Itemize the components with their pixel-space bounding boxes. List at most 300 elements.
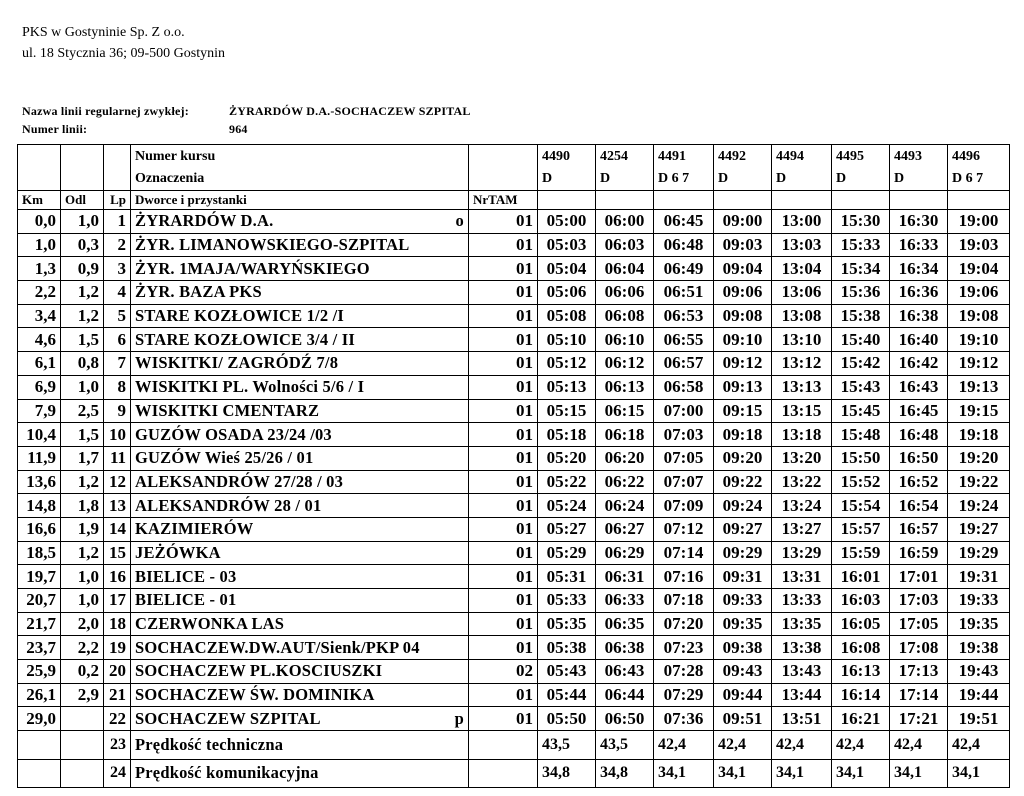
- stop-row: [18, 210, 1010, 234]
- departure-time: 13:12: [772, 352, 832, 376]
- departure-time: 19:12: [948, 352, 1010, 376]
- course-mark: D: [772, 168, 832, 191]
- summary-value: 34,1: [714, 759, 772, 788]
- summary-row: [18, 731, 1010, 760]
- departure-time: 16:59: [890, 541, 948, 565]
- stop-name: STARE KOZŁOWICE 1/2 /I: [135, 306, 345, 326]
- stop-name-cell: [131, 210, 469, 234]
- departure-time: 15:50: [832, 446, 890, 470]
- departure-time: 05:50: [538, 707, 596, 731]
- departure-time: 06:31: [596, 565, 654, 589]
- departure-time: 09:31: [714, 565, 772, 589]
- departure-time: 06:27: [596, 517, 654, 541]
- departure-time: 19:31: [948, 565, 1010, 589]
- course-number-label: Numer kursu: [131, 145, 469, 169]
- departure-time: 06:49: [654, 257, 714, 281]
- stop-odl: 1,7: [61, 446, 104, 470]
- stop-row: [18, 470, 1010, 494]
- line-number-value: 964: [229, 122, 248, 136]
- stop-row: [18, 257, 1010, 281]
- departure-time: 09:13: [714, 375, 772, 399]
- departure-time: 16:42: [890, 352, 948, 376]
- departure-time: 07:12: [654, 517, 714, 541]
- stop-odl: 1,0: [61, 210, 104, 234]
- departure-time: 17:05: [890, 612, 948, 636]
- company-name: PKS w Gostyninie Sp. Z o.o.: [22, 25, 185, 40]
- stop-row: [18, 660, 1010, 684]
- departure-time: 06:57: [654, 352, 714, 376]
- departure-time: 05:27: [538, 517, 596, 541]
- stop-odl: 0,8: [61, 352, 104, 376]
- departure-time: 13:20: [772, 446, 832, 470]
- stop-nrtam: 02: [469, 660, 538, 684]
- stop-name-cell: [131, 707, 469, 731]
- stop-lp: 6: [104, 328, 131, 352]
- summary-lp: 23: [104, 731, 131, 760]
- departure-time: 06:38: [596, 636, 654, 660]
- departure-time: 05:18: [538, 423, 596, 447]
- departure-time: 07:20: [654, 612, 714, 636]
- course-marks-row: [18, 168, 1010, 191]
- stop-mark: o: [455, 211, 464, 231]
- stop-row: [18, 304, 1010, 328]
- departure-time: 09:24: [714, 494, 772, 518]
- course-mark: D: [832, 168, 890, 191]
- course-number: 4496: [948, 145, 1010, 169]
- stop-name: CZERWONKA LAS: [135, 614, 285, 634]
- departure-time: 16:21: [832, 707, 890, 731]
- departure-time: 09:43: [714, 660, 772, 684]
- departure-time: 15:52: [832, 470, 890, 494]
- stop-nrtam: 01: [469, 210, 538, 234]
- stop-row: [18, 565, 1010, 589]
- stop-nrtam: 01: [469, 589, 538, 613]
- stop-nrtam: 01: [469, 399, 538, 423]
- departure-time: 09:08: [714, 304, 772, 328]
- departure-time: 05:29: [538, 541, 596, 565]
- summary-value: 43,5: [538, 731, 596, 760]
- departure-time: 09:38: [714, 636, 772, 660]
- stop-row: [18, 494, 1010, 518]
- departure-time: 06:20: [596, 446, 654, 470]
- stop-km: 14,8: [18, 494, 61, 518]
- summary-value: 34,1: [654, 759, 714, 788]
- departure-time: 19:04: [948, 257, 1010, 281]
- summary-value: 42,4: [654, 731, 714, 760]
- stop-name: KAZIMIERÓW: [135, 519, 254, 539]
- departure-time: 16:13: [832, 660, 890, 684]
- stop-odl: 1,5: [61, 328, 104, 352]
- stop-nrtam: 01: [469, 707, 538, 731]
- departure-time: 09:12: [714, 352, 772, 376]
- stop-name: JEŻÓWKA: [135, 542, 221, 562]
- departure-time: 16:48: [890, 423, 948, 447]
- stop-km: 11,9: [18, 446, 61, 470]
- stop-row: [18, 541, 1010, 565]
- stop-row: [18, 281, 1010, 305]
- departure-time: 19:33: [948, 589, 1010, 613]
- departure-time: 15:42: [832, 352, 890, 376]
- stop-row: [18, 589, 1010, 613]
- summary-empty: [18, 731, 61, 760]
- departure-time: 06:10: [596, 328, 654, 352]
- departure-time: 05:43: [538, 660, 596, 684]
- stop-lp: 18: [104, 612, 131, 636]
- stop-km: 16,6: [18, 517, 61, 541]
- stop-km: 6,1: [18, 352, 61, 376]
- departure-time: 07:18: [654, 589, 714, 613]
- stop-name-cell: [131, 281, 469, 305]
- stop-lp: 11: [104, 446, 131, 470]
- summary-value: 34,1: [948, 759, 1010, 788]
- departure-time: 05:38: [538, 636, 596, 660]
- departure-time: 06:12: [596, 352, 654, 376]
- departure-time: 13:18: [772, 423, 832, 447]
- line-info: [22, 102, 471, 138]
- summary-value: 42,4: [948, 731, 1010, 760]
- stop-nrtam: 01: [469, 352, 538, 376]
- departure-time: 15:43: [832, 375, 890, 399]
- stop-nrtam: 01: [469, 541, 538, 565]
- stop-nrtam: 01: [469, 233, 538, 257]
- departure-time: 13:15: [772, 399, 832, 423]
- stop-odl: 2,0: [61, 612, 104, 636]
- stop-km: 20,7: [18, 589, 61, 613]
- departure-time: 05:20: [538, 446, 596, 470]
- stop-lp: 14: [104, 517, 131, 541]
- stop-name-cell: [131, 352, 469, 376]
- stop-lp: 17: [104, 589, 131, 613]
- departure-time: 07:07: [654, 470, 714, 494]
- departure-time: 05:35: [538, 612, 596, 636]
- stop-km: 1,3: [18, 257, 61, 281]
- departure-time: 06:55: [654, 328, 714, 352]
- departure-time: 19:10: [948, 328, 1010, 352]
- stop-km: 21,7: [18, 612, 61, 636]
- departure-time: 16:38: [890, 304, 948, 328]
- departure-time: 13:43: [772, 660, 832, 684]
- summary-empty: [61, 759, 104, 788]
- departure-time: 16:50: [890, 446, 948, 470]
- departure-time: 19:29: [948, 541, 1010, 565]
- departure-time: 15:36: [832, 281, 890, 305]
- departure-time: 05:15: [538, 399, 596, 423]
- departure-time: 19:13: [948, 375, 1010, 399]
- departure-time: 05:44: [538, 683, 596, 707]
- stop-km: 3,4: [18, 304, 61, 328]
- departure-time: 17:08: [890, 636, 948, 660]
- departure-time: 05:06: [538, 281, 596, 305]
- stop-km: 7,9: [18, 399, 61, 423]
- stop-name: BIELICE - 03: [135, 566, 237, 586]
- stop-nrtam: 01: [469, 565, 538, 589]
- stop-name-cell: [131, 399, 469, 423]
- departure-time: 09:29: [714, 541, 772, 565]
- summary-label: Prędkość techniczna: [131, 731, 469, 760]
- summary-value: 34,1: [832, 759, 890, 788]
- departure-time: 05:13: [538, 375, 596, 399]
- stop-mark: p: [454, 708, 464, 728]
- course-number: 4490: [538, 145, 596, 169]
- departure-time: 06:00: [596, 210, 654, 234]
- stop-km: 1,0: [18, 233, 61, 257]
- summary-empty: [61, 731, 104, 760]
- departure-time: 09:27: [714, 517, 772, 541]
- departure-time: 16:34: [890, 257, 948, 281]
- stop-name-cell: [131, 304, 469, 328]
- stop-nrtam: 01: [469, 281, 538, 305]
- departure-time: 06:03: [596, 233, 654, 257]
- summary-value: 34,8: [538, 759, 596, 788]
- stop-lp: 19: [104, 636, 131, 660]
- departure-time: 13:06: [772, 281, 832, 305]
- stop-odl: 1,8: [61, 494, 104, 518]
- stop-row: [18, 399, 1010, 423]
- col-lp-header: Lp: [104, 191, 131, 210]
- departure-time: 19:18: [948, 423, 1010, 447]
- stop-lp: 9: [104, 399, 131, 423]
- stop-name: WISKITKI/ ZAGRÓDŹ 7/8: [135, 353, 339, 373]
- stop-odl: 1,5: [61, 423, 104, 447]
- stop-name-cell: [131, 683, 469, 707]
- stop-name-cell: [131, 565, 469, 589]
- departure-time: 17:13: [890, 660, 948, 684]
- departure-time: 19:03: [948, 233, 1010, 257]
- departure-time: 06:24: [596, 494, 654, 518]
- departure-time: 13:51: [772, 707, 832, 731]
- departure-time: 19:27: [948, 517, 1010, 541]
- stop-name: BIELICE - 01: [135, 590, 237, 610]
- departure-time: 09:44: [714, 683, 772, 707]
- stop-km: 13,6: [18, 470, 61, 494]
- stop-nrtam: 01: [469, 612, 538, 636]
- stop-name-cell: [131, 660, 469, 684]
- departure-time: 06:08: [596, 304, 654, 328]
- stop-lp: 3: [104, 257, 131, 281]
- departure-time: 19:00: [948, 210, 1010, 234]
- departure-time: 16:52: [890, 470, 948, 494]
- summary-value: 34,1: [890, 759, 948, 788]
- departure-time: 07:03: [654, 423, 714, 447]
- departure-time: 06:51: [654, 281, 714, 305]
- departure-time: 07:16: [654, 565, 714, 589]
- stop-lp: 12: [104, 470, 131, 494]
- stop-km: 18,5: [18, 541, 61, 565]
- stop-km: 2,2: [18, 281, 61, 305]
- departure-time: 09:03: [714, 233, 772, 257]
- stop-row: [18, 423, 1010, 447]
- summary-empty: [469, 759, 538, 788]
- stop-lp: 4: [104, 281, 131, 305]
- stop-name: ŻYR. LIMANOWSKIEGO-SZPITAL: [135, 235, 410, 255]
- stop-name-cell: [131, 446, 469, 470]
- departure-time: 05:24: [538, 494, 596, 518]
- departure-time: 09:10: [714, 328, 772, 352]
- stop-odl: 1,2: [61, 541, 104, 565]
- departure-time: 07:05: [654, 446, 714, 470]
- departure-time: 16:40: [890, 328, 948, 352]
- departure-time: 05:00: [538, 210, 596, 234]
- line-name-label: Nazwa linii regularnej zwykłej:: [22, 104, 189, 118]
- departure-time: 13:03: [772, 233, 832, 257]
- departure-time: 16:01: [832, 565, 890, 589]
- stop-name-cell: [131, 494, 469, 518]
- departure-time: 19:43: [948, 660, 1010, 684]
- stop-name-cell: [131, 541, 469, 565]
- stop-km: 6,9: [18, 375, 61, 399]
- departure-time: 07:23: [654, 636, 714, 660]
- departure-time: 06:04: [596, 257, 654, 281]
- stop-name: ŻYRARDÓW D.A.: [135, 211, 274, 231]
- departure-time: 06:58: [654, 375, 714, 399]
- departure-time: 16:54: [890, 494, 948, 518]
- departure-time: 15:59: [832, 541, 890, 565]
- departure-time: 15:57: [832, 517, 890, 541]
- departure-time: 06:35: [596, 612, 654, 636]
- col-odl-header: Odl: [61, 191, 104, 210]
- company-address: ul. 18 Stycznia 36; 09-500 Gostynin: [22, 46, 225, 61]
- stop-nrtam: 01: [469, 494, 538, 518]
- stop-name: SOCHACZEW PL.KOSCIUSZKI: [135, 661, 383, 681]
- departure-time: 09:06: [714, 281, 772, 305]
- stop-odl: 1,0: [61, 375, 104, 399]
- course-number: 4491: [654, 145, 714, 169]
- stop-name-cell: [131, 257, 469, 281]
- stop-row: [18, 446, 1010, 470]
- stop-odl: 0,3: [61, 233, 104, 257]
- stop-km: 0,0: [18, 210, 61, 234]
- stop-row: [18, 707, 1010, 731]
- stop-odl: 1,2: [61, 470, 104, 494]
- departure-time: 19:06: [948, 281, 1010, 305]
- stop-lp: 15: [104, 541, 131, 565]
- stop-name: GUZÓW OSADA 23/24 /03: [135, 424, 332, 444]
- course-mark: D 6 7: [948, 168, 1010, 191]
- stop-row: [18, 612, 1010, 636]
- stop-km: 25,9: [18, 660, 61, 684]
- stop-row: [18, 683, 1010, 707]
- stop-odl: 1,0: [61, 565, 104, 589]
- stop-name-cell: [131, 328, 469, 352]
- stop-odl: 2,5: [61, 399, 104, 423]
- departure-time: 15:40: [832, 328, 890, 352]
- course-number: 4493: [890, 145, 948, 169]
- departure-time: 06:18: [596, 423, 654, 447]
- departure-time: 09:51: [714, 707, 772, 731]
- departure-time: 15:48: [832, 423, 890, 447]
- stop-lp: 22: [104, 707, 131, 731]
- departure-time: 05:04: [538, 257, 596, 281]
- departure-time: 16:14: [832, 683, 890, 707]
- departure-time: 09:18: [714, 423, 772, 447]
- stop-row: [18, 233, 1010, 257]
- summary-label: Prędkość komunikacyjna: [131, 759, 469, 788]
- stop-nrtam: 01: [469, 328, 538, 352]
- stop-name: GUZÓW Wieś 25/26 / 01: [135, 448, 314, 468]
- departure-time: 06:43: [596, 660, 654, 684]
- departure-time: 13:13: [772, 375, 832, 399]
- departure-time: 07:09: [654, 494, 714, 518]
- departure-time: 16:33: [890, 233, 948, 257]
- course-number: 4495: [832, 145, 890, 169]
- departure-time: 05:08: [538, 304, 596, 328]
- stop-row: [18, 517, 1010, 541]
- stop-odl: [61, 707, 104, 731]
- departure-time: 16:05: [832, 612, 890, 636]
- departure-time: 06:44: [596, 683, 654, 707]
- summary-value: 43,5: [596, 731, 654, 760]
- departure-time: 09:20: [714, 446, 772, 470]
- course-mark: D: [714, 168, 772, 191]
- stop-name: SOCHACZEW ŚW. DOMINIKA: [135, 685, 375, 705]
- stop-nrtam: 01: [469, 423, 538, 447]
- departure-time: 07:29: [654, 683, 714, 707]
- course-marks-label: Oznaczenia: [131, 168, 469, 191]
- departure-time: 05:12: [538, 352, 596, 376]
- summary-value: 34,1: [772, 759, 832, 788]
- departure-time: 15:45: [832, 399, 890, 423]
- departure-time: 17:14: [890, 683, 948, 707]
- departure-time: 16:30: [890, 210, 948, 234]
- departure-time: 13:29: [772, 541, 832, 565]
- col-km-header: Km: [18, 191, 61, 210]
- stop-lp: 16: [104, 565, 131, 589]
- departure-time: 19:20: [948, 446, 1010, 470]
- departure-time: 17:03: [890, 589, 948, 613]
- stop-name-cell: [131, 589, 469, 613]
- departure-time: 09:33: [714, 589, 772, 613]
- departure-time: 16:57: [890, 517, 948, 541]
- course-mark: D: [596, 168, 654, 191]
- stop-odl: 2,2: [61, 636, 104, 660]
- departure-time: 13:31: [772, 565, 832, 589]
- stop-row: [18, 328, 1010, 352]
- stop-lp: 21: [104, 683, 131, 707]
- stop-row: [18, 636, 1010, 660]
- course-mark: D 6 7: [654, 168, 714, 191]
- line-name-value: ŻYRARDÓW D.A.-SOCHACZEW SZPITAL: [229, 104, 471, 118]
- stop-odl: 2,9: [61, 683, 104, 707]
- stop-km: 4,6: [18, 328, 61, 352]
- departure-time: 06:33: [596, 589, 654, 613]
- stop-lp: 13: [104, 494, 131, 518]
- stop-name-cell: [131, 612, 469, 636]
- stop-name-cell: [131, 470, 469, 494]
- stop-name: ALEKSANDRÓW 28 / 01: [135, 495, 322, 515]
- departure-time: 07:14: [654, 541, 714, 565]
- stop-odl: 0,9: [61, 257, 104, 281]
- stop-km: 19,7: [18, 565, 61, 589]
- departure-time: 07:36: [654, 707, 714, 731]
- line-number-label: Numer linii:: [22, 122, 88, 136]
- departure-time: 13:22: [772, 470, 832, 494]
- stop-lp: 5: [104, 304, 131, 328]
- departure-time: 06:22: [596, 470, 654, 494]
- stop-name-cell: [131, 636, 469, 660]
- stop-odl: 1,9: [61, 517, 104, 541]
- summary-value: 34,8: [596, 759, 654, 788]
- departure-time: 13:27: [772, 517, 832, 541]
- stop-km: 10,4: [18, 423, 61, 447]
- departure-time: 19:24: [948, 494, 1010, 518]
- summary-value: 42,4: [714, 731, 772, 760]
- stop-name-cell: [131, 375, 469, 399]
- summary-empty: [18, 759, 61, 788]
- stop-nrtam: 01: [469, 683, 538, 707]
- departure-time: 16:43: [890, 375, 948, 399]
- course-number: 4492: [714, 145, 772, 169]
- stop-odl: 1,0: [61, 589, 104, 613]
